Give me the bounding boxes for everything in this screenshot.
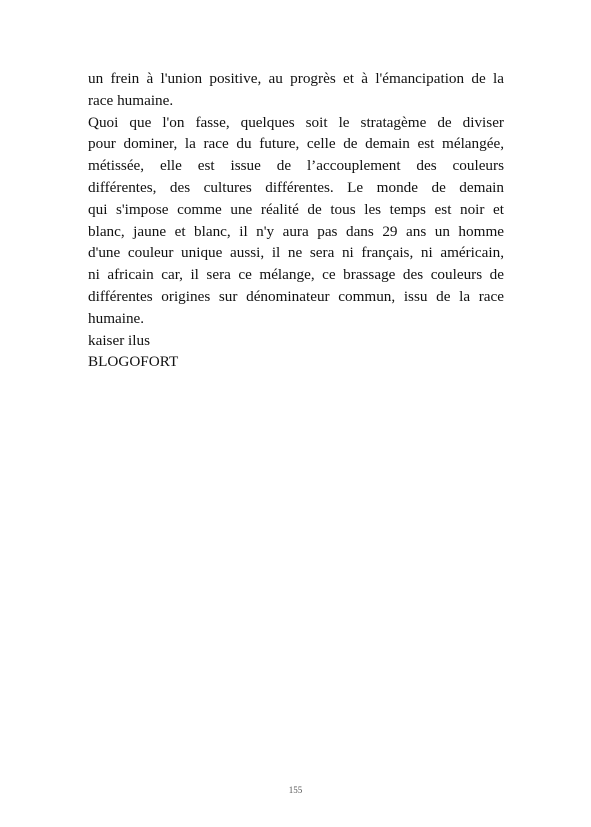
text-line: d'une couleur unique aussi, il ne sera ni français, ni américain, <box>88 244 504 262</box>
text-line: qui s'impose comme une réalité de tous les temps est noir et <box>88 200 504 218</box>
text-line: blanc, jaune et blanc, il n'y aura pas dans 29 ans un homme <box>88 222 504 240</box>
text-line: pour dominer, la race du future, celle de demain est mélangée, <box>88 135 504 153</box>
blog-name: BLOGOFORT <box>88 353 179 371</box>
text-line: différentes, des cultures différentes. Le monde de demain <box>88 178 504 196</box>
text-line: humaine. <box>88 309 145 327</box>
text-line: Quoi que l'on fasse, quelques soit le stratagème de diviser <box>88 113 504 131</box>
text-line: ni africain car, il sera ce mélange, ce brassage des couleurs de <box>88 266 504 284</box>
body-text <box>88 68 504 373</box>
text-line: race humaine. <box>88 91 174 109</box>
text-line: un frein à l'union positive, au progrès et à l'émancipation de la <box>88 70 504 87</box>
text-line: différentes origines sur dénominateur commun, issu de la race <box>88 287 504 305</box>
text-line: métissée, elle est issue de l’accouplement des couleurs <box>88 157 504 175</box>
page-number: 155 <box>288 785 303 795</box>
author-name: kaiser ilus <box>88 331 151 349</box>
